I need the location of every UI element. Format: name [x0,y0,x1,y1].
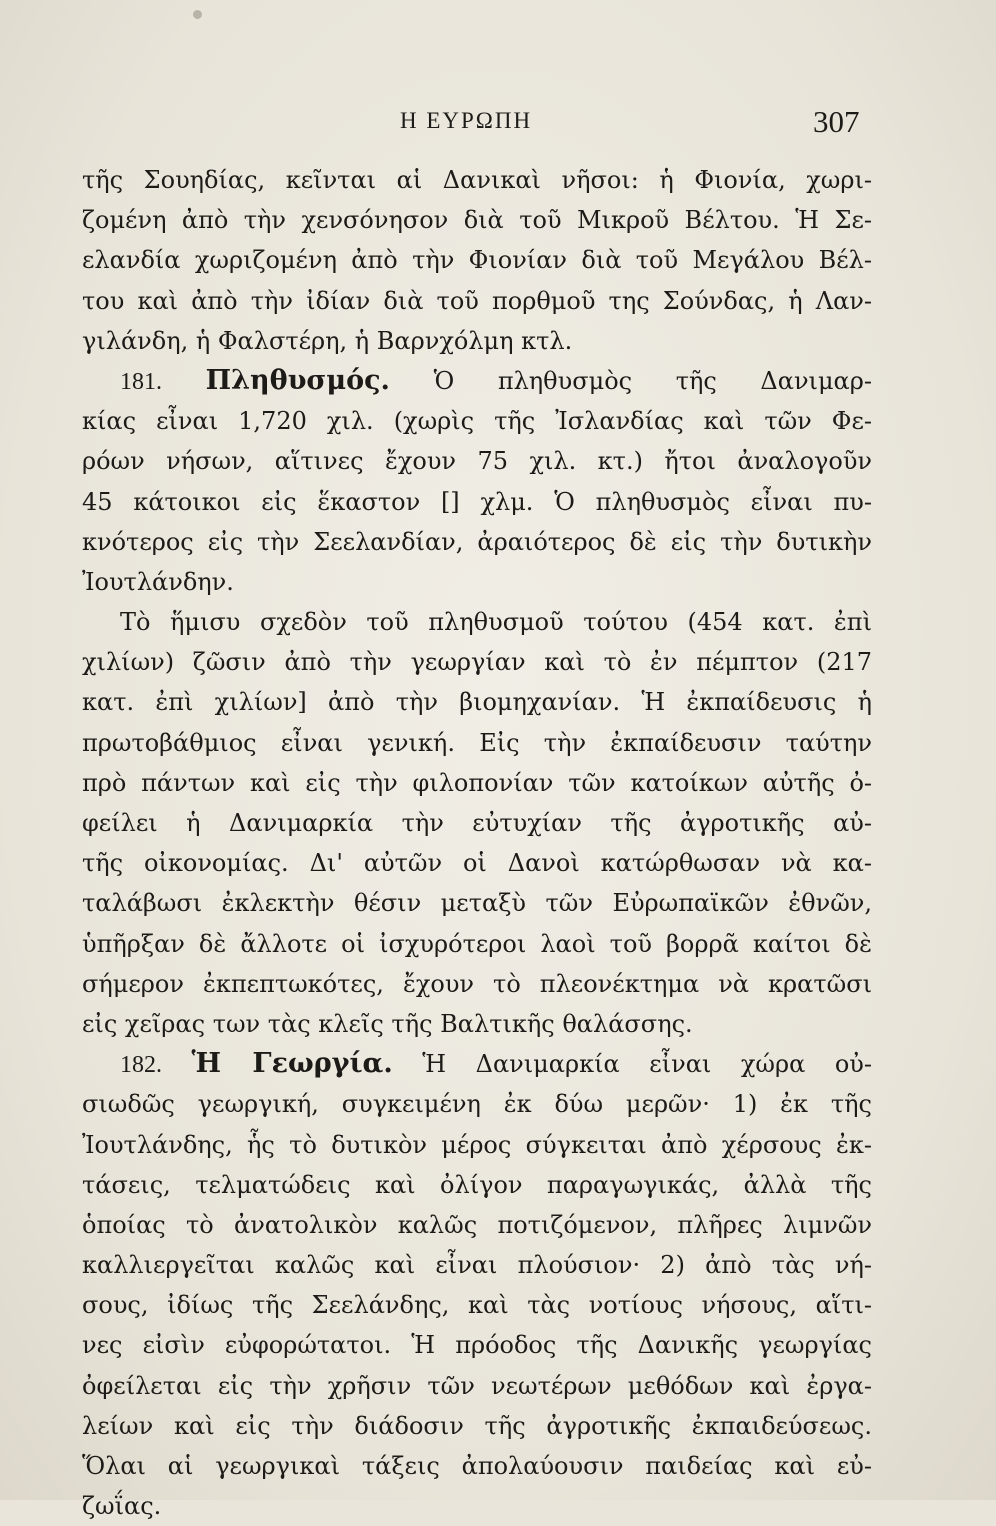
text-line: κίας εἶναι 1,720 χιλ. (χωρὶς τῆς Ἰσλανδίας καὶ τῶν Φε- [82,407,872,436]
running-title: Η ΕΥΡΩΠΗ [400,108,533,133]
section-182-heading-line [82,1044,872,1084]
heading-line-text: Ὁ πληθυσμὸς τῆς Δανιμαρ- [433,366,872,395]
text-line: φείλει ἡ Δανιμαρκία τὴν εὐτυχίαν τῆς ἀγροτικῆς αὐ- [82,809,872,837]
text-line: ζομένη ἀπὸ τὴν χενσόνησον διὰ τοῦ Μικροῦ Βέλτου. Ἡ Σε- [82,206,872,235]
text-line: λείων καὶ εἰς τὴν διάδοσιν τῆς ἀγροτικῆς ἐκπαιδεύσεως. [82,1411,872,1440]
text-line: κνότερος εἰς τὴν Σεελανδίαν, ἀραιότερος δὲ εἰς τὴν δυτικὴν [82,527,872,556]
text-line: νες εἰσὶν εὐφορώτατοι. Ἡ πρόοδος τῆς Δανικῆς γεωργίας [82,1331,872,1360]
text-line: σήμερον ἐκπεπτωκότες, ἔχουν τὸ πλεονέκτημα νὰ κρατῶσι [82,969,872,998]
section-heading: Πληθυσμός. [205,364,390,396]
section-181-heading-line [82,361,872,401]
text-line: ὑπῆρξαν δὲ ἄλλοτε οἱ ἰσχυρότεροι λαοὶ τοῦ βορρᾶ καίτοι δὲ [82,929,872,958]
section-number: 181. [120,368,162,395]
text-line: χιλίων) ζῶσιν ἀπὸ τὴν γεωργίαν καὶ τὸ ἐν πέμπτον (217 [82,648,872,677]
section-heading: Ἡ Γεωργία. [191,1048,393,1080]
text-line: Ἰουτλάνδης, ἧς τὸ δυτικὸν μέρος σύγκειται ἀπὸ χέρσους ἐκ- [82,1130,872,1159]
text-line: 45 κάτοικοι εἰς ἕκαστον [] χλμ. Ὁ πληθυσμὸς εἶναι πυ- [82,487,872,516]
text-line: γιλάνδη, ἡ Φαλστέρη, ἡ Βαρνχόλμη κτλ. [82,326,573,355]
text-line: καλλιεργεῖται καλῶς καὶ εἶναι πλούσιον· 2) ἀπὸ τὰς νή- [82,1251,872,1280]
text-line: κατ. ἐπὶ χιλίων] ἀπὸ τὴν βιομηχανίαν. Ἡ ἐκπαίδευσις ἡ [82,688,872,717]
text-line: ελανδία χωριζομένη ἀπὸ τὴν Φιονίαν διὰ τοῦ Μεγάλου Βέλ- [82,246,872,275]
text-line: σους, ἰδίως τῆς Σεελάνδης, καὶ τὰς νοτίους νήσους, αἵτι- [82,1291,872,1320]
page-header [0,104,996,144]
section-number: 182. [120,1052,162,1079]
text-line: του καὶ ἀπὸ τὴν ἰδίαν διὰ τοῦ πορθμοῦ της Σούνδας, ἡ Λαν- [82,286,872,315]
text-line: εἰς χεῖρας των τὰς κλεῖς τῆς Βαλτικῆς θαλάσσης. [82,1009,693,1038]
body-text [82,160,872,1526]
heading-line-text: Ἡ Δανιμαρκία εἶναι χώρα οὐ- [422,1050,872,1079]
text-line: ὀφείλεται εἰς τὴν χρῆσιν τῶν νεωτέρων μεθόδων καὶ ἐργα- [82,1371,872,1400]
text-line: Ὅλαι αἱ γεωργικαὶ τάξεις ἀπολαύουσιν παιδείας καὶ εὐ- [82,1452,872,1480]
text-line: Ἰουτλάνδην. [82,567,234,596]
text-line: τῆς Σουηδίας, κεῖνται αἱ Δανικαὶ νῆσοι: ἡ Φιονία, χωρι- [82,166,872,194]
text-line: πρωτοβάθμιος εἶναι γενική. Εἰς τὴν ἐκπαίδευσιν ταύτην [82,728,872,757]
text-line: τῆς οἰκονομίας. Δι' αὐτῶν οἱ Δανοὶ κατώρθωσαν νὰ κα- [82,849,872,878]
text-line: ζωΐας. [82,1492,162,1521]
text-line: πρὸ πάντων καὶ εἰς τὴν φιλοπονίαν τῶν κατοίκων αὐτῆς ὀ- [82,768,872,797]
text-line: σιωδῶς γεωργική, συγκειμένη ἐκ δύω μερῶν· 1) ἐκ τῆς [82,1090,872,1119]
text-line: ρόων νήσων, αἵτινες ἔχουν 75 χιλ. κτ.) ἤτοι ἀναλογοῦν [82,447,872,476]
text-line: ὁποίας τὸ ἀνατολικὸν καλῶς ποτιζόμενον, πλῆρες λιμνῶν [82,1210,872,1239]
text-line: τάσεις, τελματώδεις καὶ ὀλίγον παραγωγικάς, ἀλλὰ τῆς [82,1170,872,1199]
ink-speck [193,10,202,19]
text-line: Τὸ ἥμισυ σχεδὸν τοῦ πληθυσμοῦ τούτου (454 κατ. ἐπὶ [120,608,872,637]
page-number: 307 [813,104,860,139]
text-line: ταλάβωσι ἐκλεκτὴν θέσιν μεταξὺ τῶν Εὐρωπαϊκῶν ἐθνῶν, [82,889,872,918]
